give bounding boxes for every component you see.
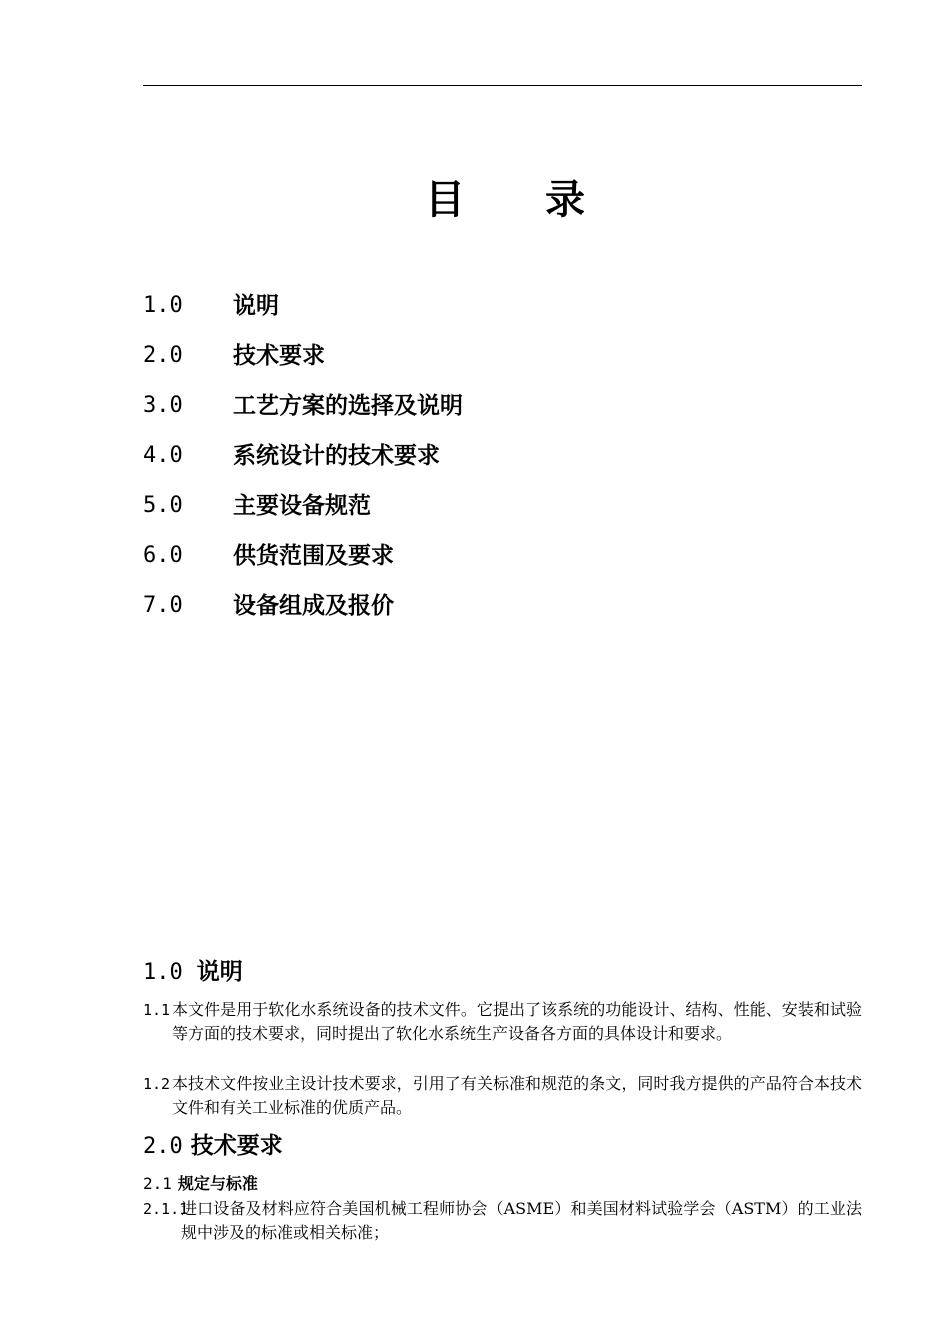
paragraph-2-1-1 [143,1197,862,1245]
toc-item-number: 3.0 [143,393,183,418]
toc-list [143,281,463,631]
toc-item [143,431,463,481]
subsection-2-1-heading [143,1171,258,1197]
paragraph-text: 进口设备及材料应符合美国机械工程师协会（ASME）和美国材料试验学会（ASTM）的工业法规中涉及的标准或相关标准； [181,1199,862,1242]
toc-item-label: 说明 [233,293,279,319]
toc-title-left: 目 [425,177,465,223]
toc-item [143,481,463,531]
paragraph-number: 1.1 [143,1001,171,1019]
section-title: 说明 [196,959,243,985]
paragraph-1-1 [143,998,862,1046]
paragraph-number: 1.2 [143,1075,171,1093]
toc-item-label: 供货范围及要求 [233,543,394,569]
toc-item-label: 技术要求 [233,343,325,369]
toc-item-number: 4.0 [143,443,183,468]
subsection-title: 规定与标准 [177,1174,258,1193]
section-title: 技术要求 [190,1133,283,1159]
section-1-heading [143,955,243,990]
toc-item [143,331,463,381]
toc-item [143,581,463,631]
toc-item-label: 工艺方案的选择及说明 [233,393,463,419]
section-2-heading [143,1129,283,1164]
toc-item [143,281,463,331]
toc-item [143,531,463,581]
toc-title [0,172,950,228]
paragraph-1-2 [143,1072,862,1120]
paragraph-text: 本文件是用于软化水系统设备的技术文件。它提出了该系统的功能设计、结构、性能、安装和试验等方面的技术要求，同时提出了软化水系统生产设备各方面的具体设计和要求。 [172,1000,862,1043]
section-number: 2.0 [143,1134,183,1159]
header-rule [143,85,862,86]
section-number: 1.0 [143,960,183,985]
paragraph-number: 2.1.1 [143,1200,189,1218]
toc-title-right: 录 [545,177,585,223]
toc-item-label: 系统设计的技术要求 [233,443,440,469]
toc-item-label: 主要设备规范 [233,493,371,519]
toc-item-number: 2.0 [143,343,183,368]
toc-item-number: 1.0 [143,293,183,318]
toc-item-number: 5.0 [143,493,183,518]
toc-item-label: 设备组成及报价 [233,593,394,619]
toc-item [143,381,463,431]
toc-item-number: 6.0 [143,543,183,568]
paragraph-text: 本技术文件按业主设计技术要求，引用了有关标准和规范的条文，同时我方提供的产品符合本技术文件和有关工业标准的优质产品。 [172,1074,862,1117]
subsection-number: 2.1 [143,1174,172,1193]
toc-item-number: 7.0 [143,593,183,618]
